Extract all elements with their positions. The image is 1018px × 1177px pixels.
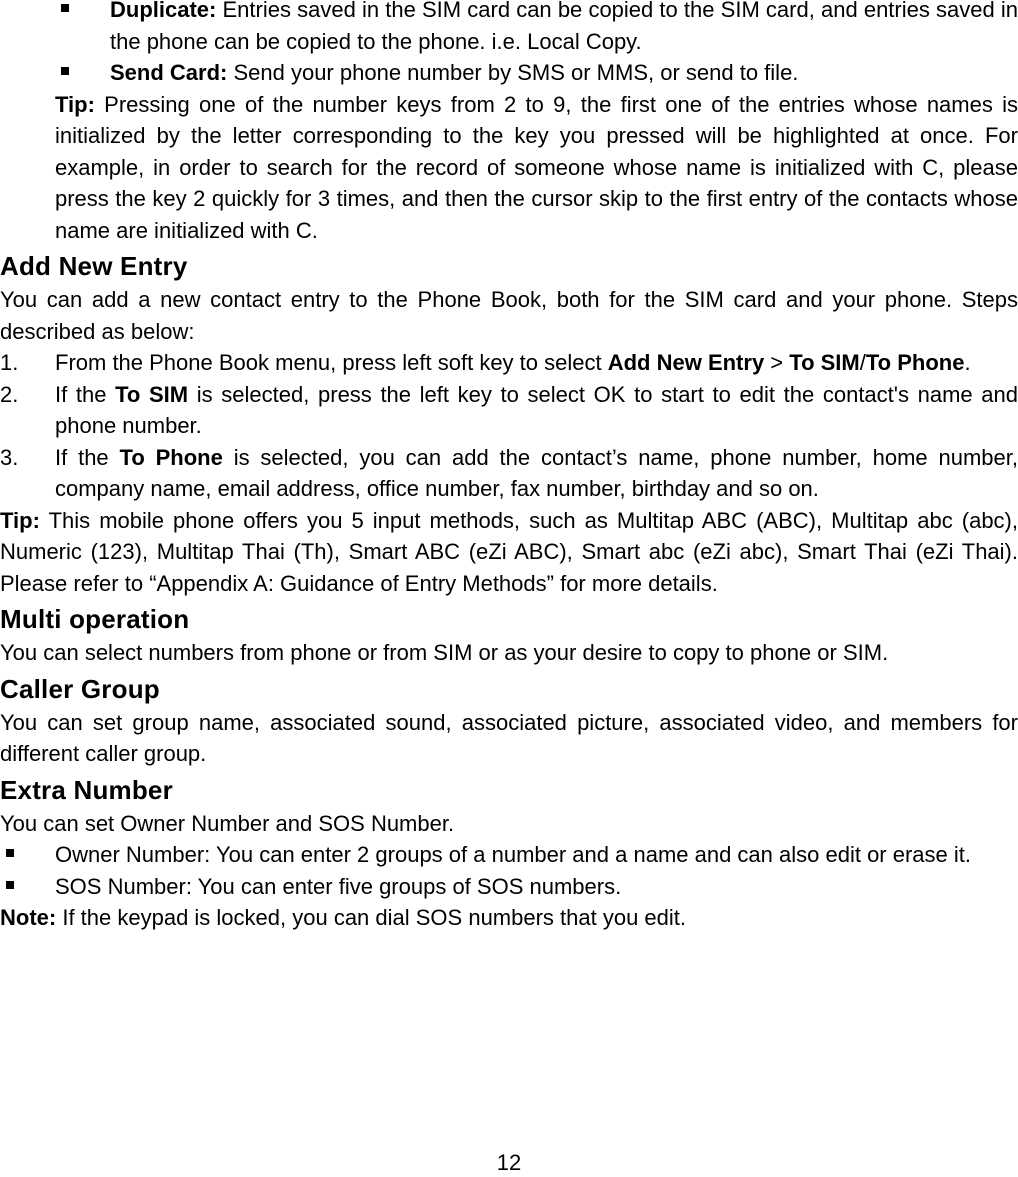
step-number: 3. xyxy=(0,444,19,470)
step-text: is selected, press the left key to select OK to start to edit the contact's name and phone number. xyxy=(55,381,1018,438)
extra-number-intro: You can set Owner Number and SOS Number. xyxy=(0,810,455,836)
keypad-note xyxy=(0,902,1018,934)
section-heading-extra-number: Extra Number xyxy=(0,774,173,805)
bullet-text: Owner Number: You can enter 2 groups of a number and a name and can also edit or erase it. xyxy=(55,842,971,867)
step-text: > xyxy=(764,350,790,375)
list-item-owner-number xyxy=(0,839,1018,871)
bullet-label: Duplicate: xyxy=(110,0,217,22)
section-heading-add-new-entry: Add New Entry xyxy=(0,251,188,281)
square-bullet-icon xyxy=(61,4,69,12)
tip-label: Tip: xyxy=(55,91,95,117)
step-number: 2. xyxy=(0,381,19,407)
section-heading-multi-operation: Multi operation xyxy=(0,604,190,634)
caller-group-text: You can set group name, associated sound, associated picture, associated video, and members for different caller group. xyxy=(0,709,1018,766)
page-number: 12 xyxy=(496,1150,522,1175)
step-bold: To SIM xyxy=(789,350,860,375)
list-item-send-card xyxy=(0,57,1018,89)
step-item xyxy=(0,347,1018,379)
input-methods-tip xyxy=(0,505,1018,600)
step-text: is selected, you can add the contact’s name, phone number, home number, company name, email address, office number, fax number, birthday and so on. xyxy=(55,444,1018,501)
note-label: Note: xyxy=(0,905,57,930)
add-entry-intro: You can add a new contact entry to the Phone Book, both for the SIM card and your phone. Steps described as below: xyxy=(0,287,1018,344)
square-bullet-icon xyxy=(6,881,14,889)
step-text: / xyxy=(859,350,866,375)
bullet-text: Entries saved in the SIM card can be copied to the SIM card, and entries saved in the phone can be copied to the phone. i.e. Local Copy. xyxy=(110,0,1018,54)
tip-text: This mobile phone offers you 5 input methods, such as Multitap ABC (ABC), Multitap abc (abc), Numeric (123), Multitap Thai (Th), Smart ABC (eZi ABC), Smart abc (eZi abc), Smart Thai (eZi Thai). Please refer to “Appendix A: Guidance of Entry Methods” for more details. xyxy=(0,507,1018,596)
step-text: From the Phone Book menu, press left soft key to select xyxy=(55,350,608,375)
tip-paragraph xyxy=(0,89,1018,247)
bullet-text: Send your phone number by SMS or MMS, or send to file. xyxy=(227,60,799,85)
section-heading-caller-group: Caller Group xyxy=(0,673,160,704)
tip-text: Pressing one of the number keys from 2 to 9, the first one of the entries whose names is initialized by the letter corresponding to the key you pressed will be highlighted at once. For example, in order to search for the record of someone whose name is initialized with C, please press the key 2 quickly for 3 times, and then the cursor skip to the first entry of the contacts whose name are initialized with C. xyxy=(55,91,1018,243)
multi-operation-text: You can select numbers from phone or from SIM or as your desire to copy to phone or SIM. xyxy=(0,640,889,665)
step-number: 1. xyxy=(0,350,19,375)
step-text: If the xyxy=(55,444,120,470)
bullet-label: Send Card: xyxy=(110,60,228,85)
step-text: If the xyxy=(55,381,116,407)
square-bullet-icon xyxy=(61,67,69,75)
tip-label: Tip: xyxy=(0,507,40,533)
step-bold: To SIM xyxy=(115,381,189,407)
bullet-text: SOS Number: You can enter five groups of SOS numbers. xyxy=(55,873,622,899)
step-text: . xyxy=(964,350,971,375)
step-bold: To Phone xyxy=(865,350,965,375)
step-item xyxy=(0,442,1018,505)
list-item-duplicate xyxy=(0,0,1018,57)
step-bold: To Phone xyxy=(119,444,223,470)
step-item xyxy=(0,379,1018,442)
step-bold: Add New Entry xyxy=(607,350,765,375)
note-text: If the keypad is locked, you can dial SOS numbers that you edit. xyxy=(56,905,687,930)
list-item-sos-number xyxy=(0,871,1018,903)
square-bullet-icon xyxy=(6,849,14,857)
